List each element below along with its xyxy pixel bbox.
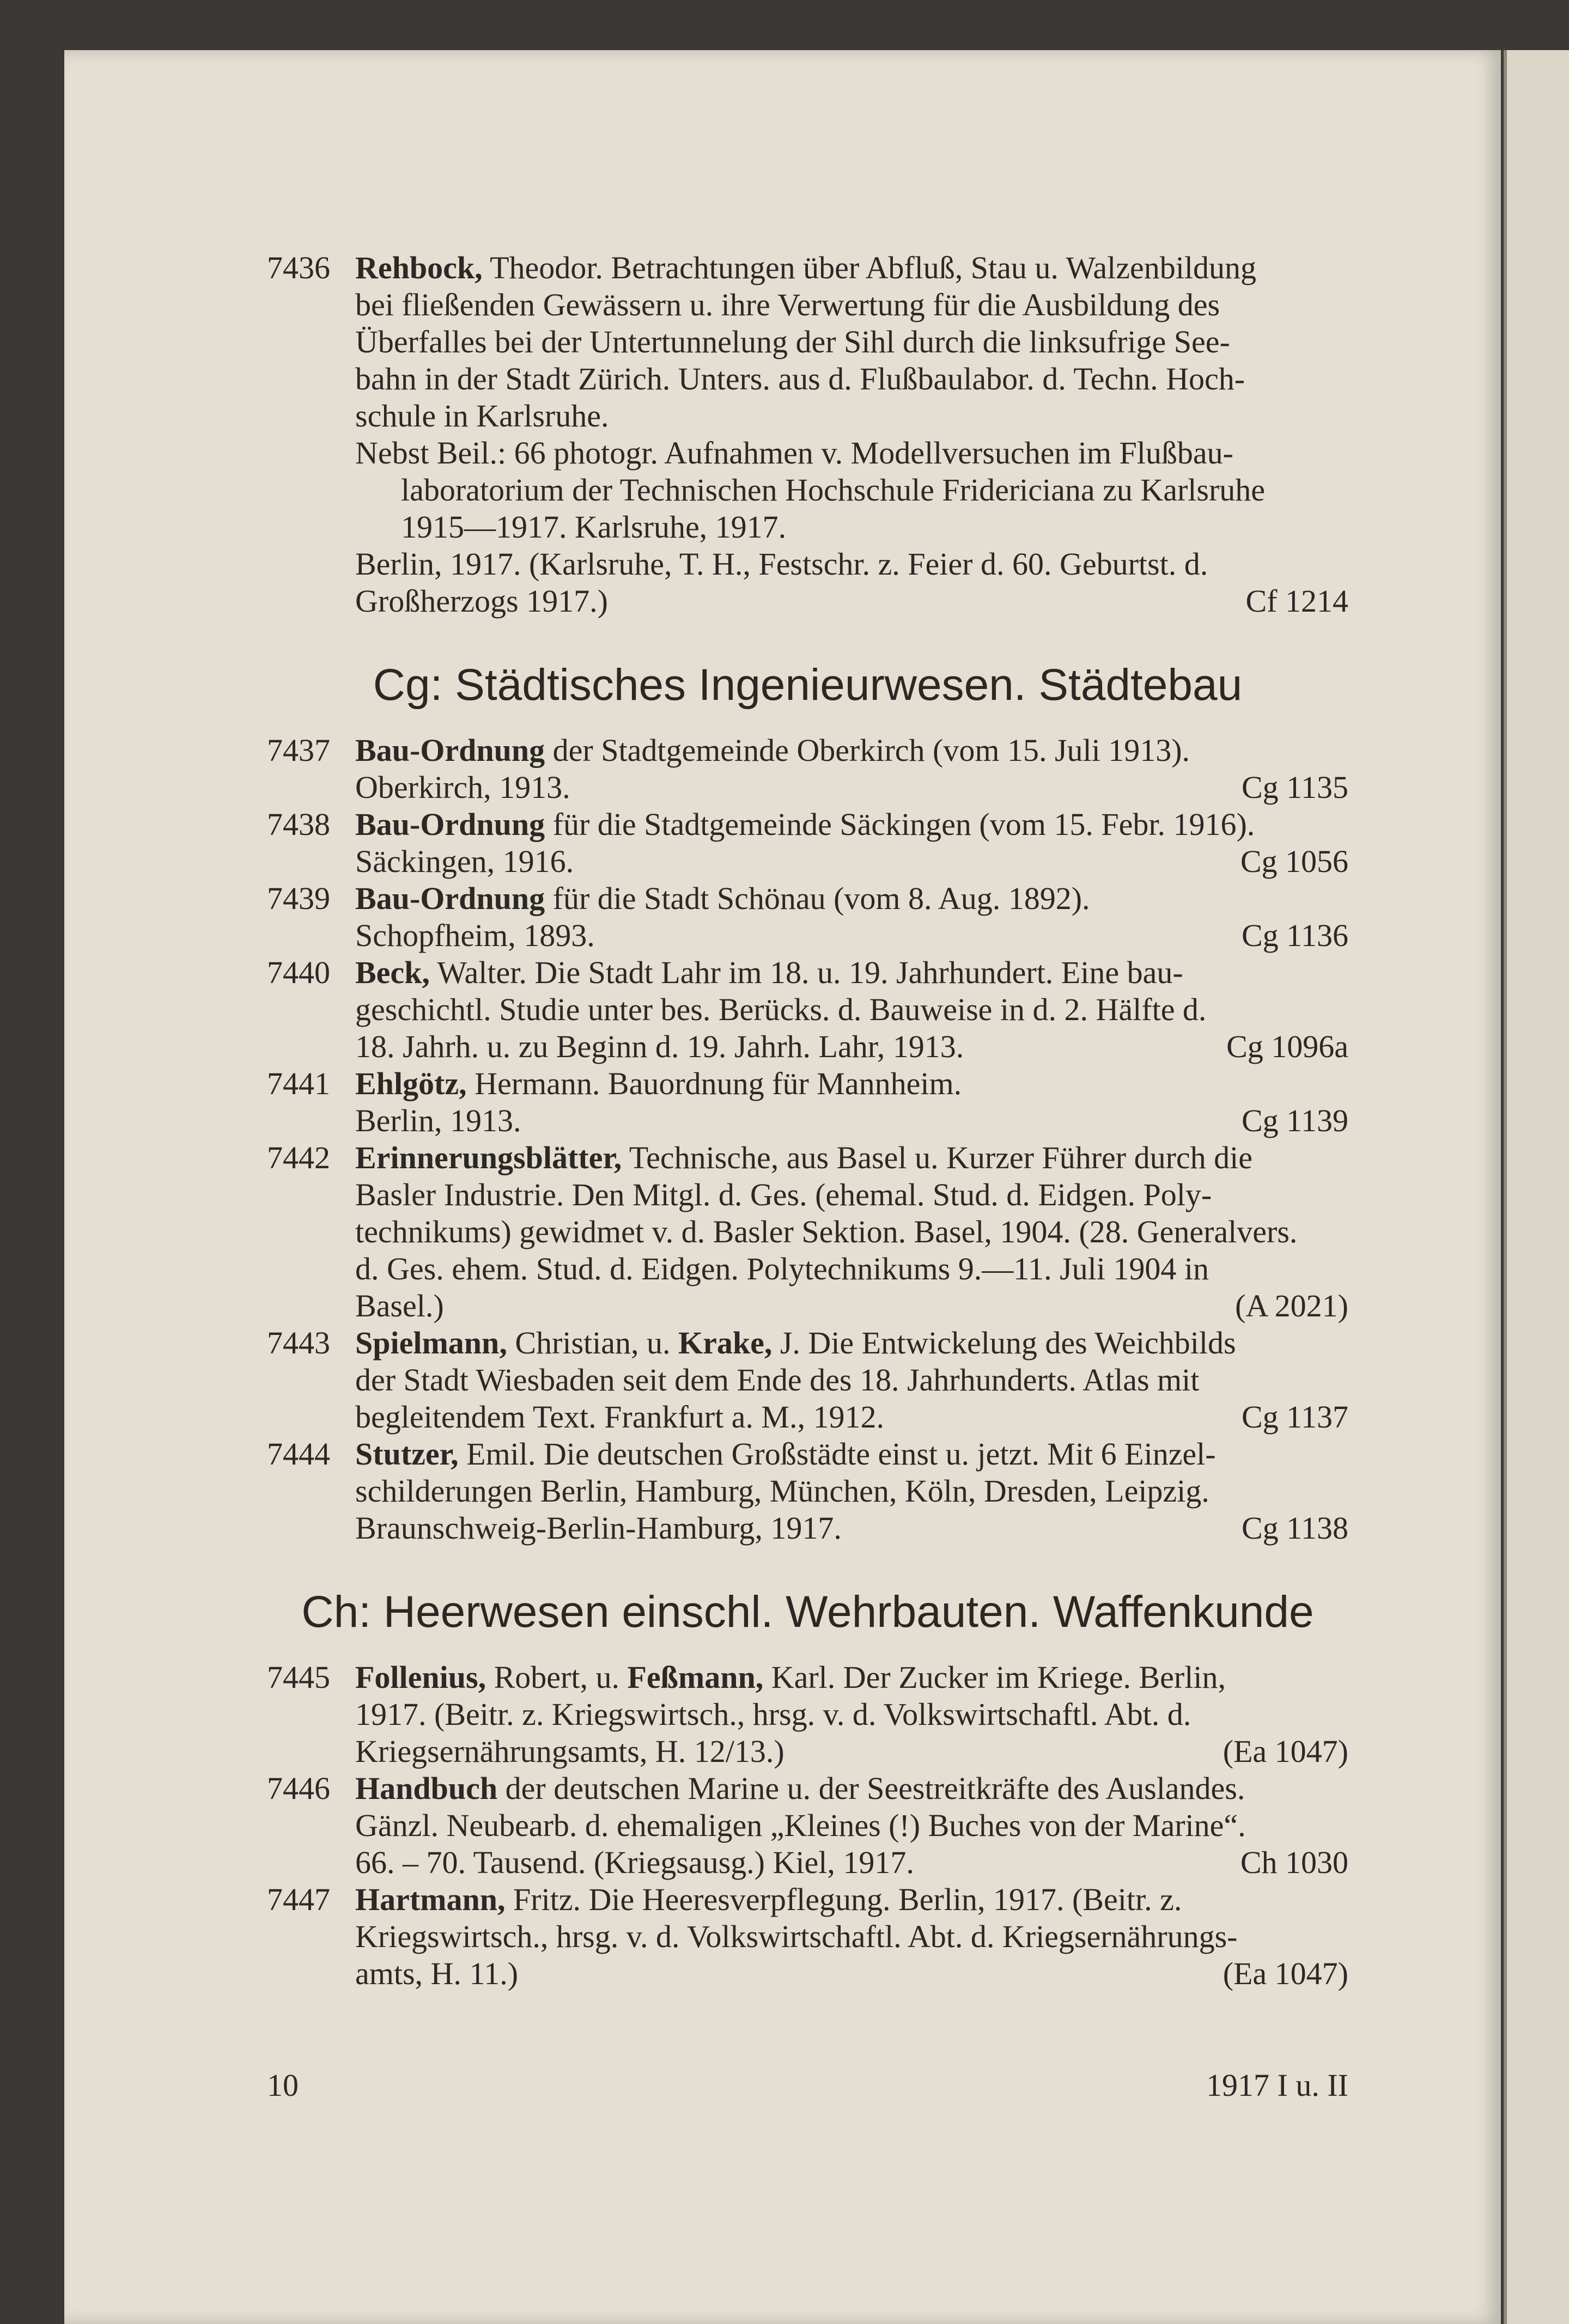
entry-text: Walter. Die Stadt Lahr im 18. u. 19. Jahrhundert. Eine bau- bbox=[429, 955, 1183, 990]
entry-line-text bbox=[355, 1473, 1209, 1510]
section-heading-cg: Cg: Städtisches Ingenieurwesen. Städtebau bbox=[373, 660, 1243, 710]
issue-label: 1917 I u. II bbox=[1206, 2067, 1348, 2103]
entry-line-text bbox=[355, 954, 1183, 991]
entry-line-text bbox=[355, 1288, 444, 1325]
entry-number: 7441 bbox=[267, 1066, 330, 1101]
entry-text: Basler Industrie. Den Mitgl. d. Ges. (ehemal. Stud. d. Eidgen. Poly- bbox=[355, 1177, 1212, 1212]
entry-line-text bbox=[355, 1436, 1216, 1473]
entry-line bbox=[355, 398, 1348, 435]
entries-section-cg bbox=[267, 732, 1348, 1547]
entry-line bbox=[355, 324, 1348, 361]
entry-line-text bbox=[355, 1955, 518, 1992]
bibliography-entry bbox=[267, 954, 1348, 1065]
entry-line bbox=[355, 1436, 1348, 1473]
shelf-mark: (A 2021) bbox=[1235, 1288, 1348, 1323]
entry-line-text bbox=[355, 546, 1208, 583]
entry-author: Follenius, bbox=[355, 1660, 486, 1695]
entry-text: Hermann. Bauordnung für Mannheim. bbox=[466, 1066, 962, 1101]
entry-text: amts, H. 11.) bbox=[355, 1956, 519, 1991]
entry-number: 7446 bbox=[267, 1771, 330, 1806]
entry-text: Säckingen, 1916. bbox=[355, 844, 574, 879]
entry-line bbox=[355, 1176, 1348, 1213]
entry-line bbox=[355, 435, 1348, 472]
shelf-mark: Cg 1096a bbox=[1226, 1029, 1348, 1064]
entry-text: 1915—1917. Karlsruhe, 1917. bbox=[401, 509, 787, 545]
bibliography-entry bbox=[267, 806, 1348, 880]
bibliography-entry bbox=[267, 1881, 1348, 1992]
shelf-mark: (Ea 1047) bbox=[1223, 1956, 1348, 1991]
entry-body bbox=[355, 732, 1348, 806]
entry-text: Technische, aus Basel u. Kurzer Führer durch die bbox=[622, 1140, 1253, 1175]
entry-line-text bbox=[355, 1213, 1297, 1251]
entry-text: Berlin, 1913. bbox=[355, 1103, 521, 1138]
bibliography-entry bbox=[267, 1325, 1348, 1436]
entry-number: 7438 bbox=[267, 807, 330, 842]
entry-number: 7447 bbox=[267, 1882, 330, 1917]
entry-line-text bbox=[355, 1028, 964, 1065]
shelf-mark: (Ea 1047) bbox=[1223, 1734, 1348, 1769]
entry-body bbox=[355, 954, 1348, 1065]
entry-author: Beck, bbox=[355, 955, 430, 990]
entry-text: der Stadtgemeinde Oberkirch (vom 15. Juli 1913). bbox=[545, 733, 1190, 768]
bibliography-entry bbox=[267, 1770, 1348, 1881]
entry-coauthor: Krake, bbox=[678, 1325, 773, 1361]
page-number: 10 bbox=[267, 2067, 299, 2103]
entry-author: Spielmann, bbox=[355, 1325, 507, 1361]
shelf-mark: Cg 1056 bbox=[1240, 844, 1348, 879]
entry-text: geschichtl. Studie unter bes. Berücks. d. Bauweise in d. 2. Hälfte d. bbox=[355, 992, 1207, 1027]
entry-line-text bbox=[355, 1510, 842, 1547]
entry-line-text bbox=[355, 398, 609, 435]
entry-body bbox=[355, 249, 1348, 620]
entry-number: 7437 bbox=[267, 733, 330, 768]
page-footer bbox=[267, 2067, 1348, 2104]
entries-preceding-section bbox=[267, 249, 1348, 620]
entry-text: technikums) gewidmet v. d. Basler Sektion. Basel, 1904. (28. Generalvers. bbox=[355, 1214, 1298, 1249]
entry-line-text bbox=[355, 1733, 784, 1770]
entry-line bbox=[355, 472, 1348, 509]
entry-line bbox=[355, 880, 1348, 917]
entry-coauthor: Feßmann, bbox=[627, 1660, 764, 1695]
entry-line-text bbox=[355, 917, 595, 954]
entry-text: Braunschweig-Berlin-Hamburg, 1917. bbox=[355, 1510, 842, 1546]
entry-text: bahn in der Stadt Zürich. Unters. aus d. Flußbaulabor. d. Techn. Hoch- bbox=[355, 361, 1245, 397]
entry-line-text bbox=[355, 583, 608, 620]
entry-body bbox=[355, 1325, 1348, 1436]
entry-text: Gänzl. Neubearb. d. ehemaligen „Kleines (!) Buches von der Marine“. bbox=[355, 1808, 1246, 1843]
entry-line bbox=[355, 1065, 1348, 1102]
entry-line bbox=[355, 1659, 1348, 1696]
entry-line bbox=[355, 509, 1348, 546]
entry-text: schilderungen Berlin, Hamburg, München, Köln, Dresden, Leipzig. bbox=[355, 1473, 1209, 1509]
entry-body bbox=[355, 1659, 1348, 1770]
entry-text: begleitendem Text. Frankfurt a. M., 1912. bbox=[355, 1399, 884, 1435]
bibliography-entry bbox=[267, 1436, 1348, 1547]
entry-line-text bbox=[355, 1659, 1226, 1696]
entry-line-text bbox=[355, 249, 1256, 286]
entry-text: Kriegswirtsch., hrsg. v. d. Volkswirtschaftl. Abt. d. Kriegsernährungs- bbox=[355, 1919, 1238, 1954]
entry-line bbox=[355, 1733, 1348, 1770]
entry-line bbox=[355, 1288, 1348, 1325]
shelf-mark: Cf 1214 bbox=[1245, 583, 1348, 619]
entry-text: der Stadt Wiesbaden seit dem Ende des 18. Jahrhunderts. Atlas mit bbox=[355, 1362, 1200, 1398]
entry-line-text bbox=[355, 435, 1233, 472]
entry-line bbox=[355, 917, 1348, 954]
entry-line-text bbox=[355, 732, 1190, 769]
shelf-mark: Cg 1137 bbox=[1241, 1399, 1348, 1435]
entry-line-text bbox=[355, 1881, 1182, 1918]
shelf-mark: Ch 1030 bbox=[1240, 1845, 1348, 1880]
entry-line-text bbox=[355, 991, 1206, 1028]
entry-line bbox=[355, 1844, 1348, 1881]
entry-line bbox=[355, 1102, 1348, 1139]
entry-line-text bbox=[355, 286, 1220, 324]
entry-author: Bau-Ordnung bbox=[355, 881, 545, 916]
entry-number: 7439 bbox=[267, 881, 330, 916]
entry-line-text bbox=[355, 843, 574, 880]
entry-text: J. Die Entwickelung des Weichbilds bbox=[772, 1325, 1236, 1361]
entry-author: Stutzer, bbox=[355, 1436, 459, 1472]
entry-body bbox=[355, 1770, 1348, 1881]
entry-text: Schopfheim, 1893. bbox=[355, 918, 595, 953]
entry-line-text bbox=[355, 769, 570, 806]
entry-line bbox=[355, 991, 1348, 1028]
entry-line-text bbox=[355, 1139, 1252, 1176]
bibliography-entry bbox=[267, 880, 1348, 954]
entry-author: Bau-Ordnung bbox=[355, 733, 545, 768]
entry-body bbox=[355, 1139, 1348, 1325]
bibliography-entry bbox=[267, 1139, 1348, 1325]
shelf-mark: Cg 1135 bbox=[1241, 770, 1348, 805]
entry-line bbox=[355, 1325, 1348, 1362]
shelf-mark: Cg 1139 bbox=[1241, 1103, 1348, 1138]
bibliography-entry bbox=[267, 732, 1348, 806]
entry-line bbox=[355, 286, 1348, 324]
entry-line bbox=[355, 1807, 1348, 1844]
entry-author: Rehbock, bbox=[355, 250, 483, 285]
entry-number: 7443 bbox=[267, 1325, 330, 1361]
entry-line bbox=[355, 1918, 1348, 1955]
entry-line bbox=[355, 1473, 1348, 1510]
entry-line-text bbox=[401, 472, 1265, 509]
next-page-edge bbox=[1504, 50, 1569, 2324]
entry-text: bei fließenden Gewässern u. ihre Verwertung für die Ausbildung des bbox=[355, 287, 1220, 322]
entry-text: Basel.) bbox=[355, 1288, 444, 1323]
bibliography-entry bbox=[267, 1659, 1348, 1770]
entry-line bbox=[355, 954, 1348, 991]
entry-line bbox=[355, 546, 1348, 583]
entry-line-text bbox=[355, 1325, 1236, 1362]
entry-text: schule in Karlsruhe. bbox=[355, 398, 609, 434]
entry-line-text bbox=[401, 509, 786, 546]
entry-line-text bbox=[355, 1399, 884, 1436]
entry-number: 7444 bbox=[267, 1436, 330, 1472]
entry-text: Karl. Der Zucker im Kriege. Berlin, bbox=[763, 1660, 1226, 1695]
entry-line bbox=[355, 1362, 1348, 1399]
entry-line bbox=[355, 361, 1348, 398]
entry-line-text bbox=[355, 1362, 1199, 1399]
entry-line bbox=[355, 1139, 1348, 1176]
shelf-mark: Cg 1136 bbox=[1241, 918, 1348, 953]
entry-text: Christian, u. bbox=[507, 1325, 678, 1361]
entry-line-text bbox=[355, 1102, 521, 1139]
entry-text: Robert, u. bbox=[486, 1660, 628, 1695]
entry-text: Theodor. Betrachtungen über Abfluß, Stau u. Walzenbildung bbox=[482, 250, 1257, 285]
entry-line bbox=[355, 1696, 1348, 1733]
entry-line-text bbox=[355, 361, 1245, 398]
entry-text: Berlin, 1917. (Karlsruhe, T. H., Festschr. z. Feier d. 60. Geburtst. d. bbox=[355, 546, 1208, 582]
entry-body bbox=[355, 1065, 1348, 1139]
shelf-mark: Cg 1138 bbox=[1241, 1510, 1348, 1546]
entry-author: Hartmann, bbox=[355, 1882, 506, 1917]
entry-author: Handbuch bbox=[355, 1771, 498, 1806]
entry-line bbox=[355, 1213, 1348, 1251]
entry-line-text bbox=[355, 1844, 914, 1881]
entry-text: Emil. Die deutschen Großstädte einst u. jetzt. Mit 6 Einzel- bbox=[458, 1436, 1216, 1472]
entry-line bbox=[355, 1881, 1348, 1918]
entry-line bbox=[355, 1510, 1348, 1547]
entry-line-text bbox=[355, 1696, 1191, 1733]
entry-number: 7445 bbox=[267, 1660, 330, 1695]
bibliography-entry bbox=[267, 1065, 1348, 1139]
entry-text: Großherzogs 1917.) bbox=[355, 583, 608, 619]
entry-line bbox=[355, 806, 1348, 843]
entry-author: Erinnerungsblätter, bbox=[355, 1140, 622, 1175]
section-heading-ch: Ch: Heerwesen einschl. Wehrbauten. Waffenkunde bbox=[301, 1587, 1314, 1637]
entry-text: Oberkirch, 1913. bbox=[355, 770, 570, 805]
entry-number: 7440 bbox=[267, 955, 330, 990]
entry-body bbox=[355, 1881, 1348, 1992]
entry-line-text bbox=[355, 1770, 1245, 1807]
page-content bbox=[267, 249, 1348, 1992]
entry-text: d. Ges. ehem. Stud. d. Eidgen. Polytechnikums 9.—11. Juli 1904 in bbox=[355, 1251, 1209, 1286]
entry-body bbox=[355, 806, 1348, 880]
entry-line bbox=[355, 249, 1348, 286]
entry-body bbox=[355, 880, 1348, 954]
entry-text: 18. Jahrh. u. zu Beginn d. 19. Jahrh. Lahr, 1913. bbox=[355, 1029, 964, 1064]
entry-author: Bau-Ordnung bbox=[355, 807, 545, 842]
entry-text: der deutschen Marine u. der Seestreitkräfte des Auslandes. bbox=[497, 1771, 1245, 1806]
entry-text: für die Stadtgemeinde Säckingen (vom 15. Febr. 1916). bbox=[545, 807, 1255, 842]
entry-author: Ehlgötz, bbox=[355, 1066, 467, 1101]
entry-text: Fritz. Die Heeresverpflegung. Berlin, 1917. (Beitr. z. bbox=[505, 1882, 1182, 1917]
entry-text: 66. – 70. Tausend. (Kriegsausg.) Kiel, 1917. bbox=[355, 1845, 914, 1880]
entry-body bbox=[355, 1436, 1348, 1547]
entry-line bbox=[355, 769, 1348, 806]
entry-line-text bbox=[355, 1807, 1246, 1844]
entry-line-text bbox=[355, 1251, 1209, 1288]
entry-line bbox=[355, 1251, 1348, 1288]
entry-line-text bbox=[355, 1918, 1238, 1955]
entry-line bbox=[355, 1028, 1348, 1065]
entry-line-text bbox=[355, 1176, 1212, 1213]
entry-line-text bbox=[355, 324, 1230, 361]
entries-section-ch bbox=[267, 1659, 1348, 1992]
entry-line bbox=[355, 732, 1348, 769]
entry-number: 7442 bbox=[267, 1140, 330, 1175]
entry-line bbox=[355, 1770, 1348, 1807]
entry-line-text bbox=[355, 1065, 962, 1102]
entry-text: Nebst Beil.: 66 photogr. Aufnahmen v. Modellversuchen im Flußbau- bbox=[355, 435, 1233, 471]
entry-text: Kriegsernährungsamts, H. 12/13.) bbox=[355, 1734, 784, 1769]
entry-line bbox=[355, 843, 1348, 880]
entry-line-text bbox=[355, 880, 1090, 917]
entry-line bbox=[355, 583, 1348, 620]
entry-text: Überfalles bei der Untertunnelung der Sihl durch die linksufrige See- bbox=[355, 324, 1230, 359]
entry-line bbox=[355, 1399, 1348, 1436]
entry-text: für die Stadt Schönau (vom 8. Aug. 1892). bbox=[545, 881, 1090, 916]
entry-text: 1917. (Beitr. z. Kriegswirtsch., hrsg. v. d. Volkswirtschaftl. Abt. d. bbox=[355, 1697, 1191, 1732]
bibliography-entry bbox=[267, 249, 1348, 620]
entry-text: laboratorium der Technischen Hochschule Fridericiana zu Karlsruhe bbox=[401, 472, 1266, 508]
entry-line-text bbox=[355, 806, 1255, 843]
entry-line bbox=[355, 1955, 1348, 1992]
entry-number: 7436 bbox=[267, 250, 330, 285]
